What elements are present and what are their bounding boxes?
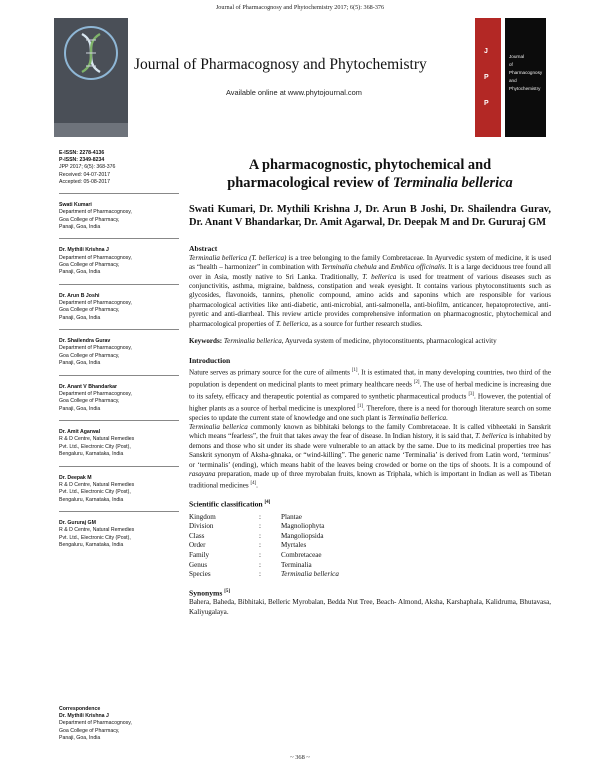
logo-band: [54, 123, 128, 137]
side-text: Journal: [509, 54, 525, 59]
correspondence-line: Goa College of Pharmacy,: [59, 727, 120, 734]
classification: [189, 498, 551, 580]
affiliation: Dr. Anant V Bhandarkar Department of Pharmacognosy, Goa College of Pharmacy, Panaji, Goa, India: [59, 383, 132, 412]
side-text: and: [509, 78, 517, 83]
intro-paragraph: Nature serves as primary source for the cure of ailments [1]. It is estimated that, in many developing countries, two third of the population is dependent on medicinal plants to meet primary healthcare needs [2]. The use of herbal medicine is increasing due to its safety, efficacy and therapeutic potential as compared to synthetic pharmaceutical products [3]. However, the potential of higher plants as a source of herbal medicine is unexplored [1]. Therefore, there is a need for thorough literature search on some species to update the current state of knowledge and one such plant is Terminalia bellerica.: [189, 368, 552, 422]
divider: [59, 284, 179, 285]
introduction: [189, 356, 551, 491]
abstract: [189, 244, 551, 329]
available-online: Available online at www.phytojournal.com: [226, 88, 362, 97]
side-letter: P: [484, 100, 489, 107]
classification-table: [189, 513, 391, 580]
correspondence-heading: Correspondence: [59, 706, 101, 712]
table-row: Class : Mangoliopsida: [189, 531, 324, 540]
correspondence-line: Panaji, Goa, India: [59, 735, 101, 742]
journal-side-label: [505, 18, 546, 137]
side-letter: J: [484, 48, 488, 55]
accepted-date: Accepted: 05-08-2017: [59, 178, 111, 185]
divider: [59, 329, 179, 330]
paper-title: A pharmacognostic, phytochemical and pharmacological review of Terminalia bellerica: [227, 157, 513, 191]
intro-paragraph: Terminalia bellerica commonly known as bibhitaki belongs to the family Combretaceae. It is called vibheetaki in Sanskrit which means “fearless”, the fruit that takes away the fear of disease. In Indian history, it is said that, T. bellerica is inhabited by demons and those who sit under its shade were vulnerable to an attack by the same. Due to its medicinal properties tree has Sanskrit synonym of Aksha-ghnaka, or “wind-killing”. The generic name ‘Terminalia’ is derived from Latin word, ‘terminus’ or ‘terminalis’ (ending), which means habit of the leaves being crowded or borne on the tips of shoots. It is a compound of rasayana preparation, made up of three myrobalan fruits, known as Triphala, which is important in Indian as well as Tibetan traditional medicines [4].: [189, 422, 551, 490]
affiliation: Swati Kumari Department of Pharmacognosy, Goa College of Pharmacy, Panaji, Goa, India: [59, 202, 132, 231]
synonyms-heading: Synonyms [5]: [189, 588, 231, 598]
journal-title: Journal of Pharmacognosy and Phytochemistry: [134, 56, 427, 73]
correspondence-line: Department of Pharmacognosy,: [59, 720, 132, 727]
side-text: Pharmacognosy: [509, 70, 543, 75]
divider: [59, 420, 179, 421]
synonyms: [189, 587, 551, 617]
table-row: Species : Terminalia bellerica: [189, 570, 339, 579]
received-date: Received: 04-07-2017: [59, 171, 111, 178]
pissn: P-ISSN: 2349-8234: [59, 157, 105, 164]
correspondence-name: Dr. Mythili Krishna J: [59, 713, 109, 720]
dna-leaf-icon: [62, 24, 120, 82]
classification-heading: Scientific classification [4]: [189, 499, 271, 509]
table-row: Family : Combretaceae: [189, 551, 322, 560]
article-main: [189, 150, 551, 617]
side-text: Phytochemistry: [509, 86, 541, 91]
affiliation: Dr. Mythili Krishna J Department of Pharmacognosy, Goa College of Pharmacy, Panaji, Goa, India: [59, 247, 132, 276]
affiliation: Dr. Deepak M R & D Centre, Natural Remedies Pvt. Ltd., Electronic City (Post), Bengaluru, Karnataka, India: [59, 474, 135, 503]
divider: [59, 375, 179, 376]
divider: [59, 238, 179, 239]
correspondence: [59, 706, 179, 743]
abstract-heading: Abstract: [189, 243, 218, 253]
divider: [59, 466, 179, 467]
affiliation: Dr. Shailendra Gurav Department of Pharmacognosy, Goa College of Pharmacy, Panaji, Goa, India: [59, 338, 132, 367]
affiliation: Dr. Amit Agarwal R & D Centre, Natural Remedies Pvt. Ltd., Electronic City (Post), Bengaluru, Karnataka, India: [59, 429, 135, 458]
table-row: Genus : Terminalia: [189, 560, 312, 569]
author-list: Swati Kumari, Dr. Mythili Krishna J, Dr. Arun B Joshi, Dr. Shailendra Gurav, Dr. Anant V Bhandarkar, Dr. Amit Agarwal, Dr. Deepak M and Dr. Gururaj GM: [189, 204, 551, 229]
table-row: Division : Magnoliophyta: [189, 522, 325, 531]
divider: [59, 511, 179, 512]
table-row: Order : Myrtales: [189, 541, 307, 550]
journal-logo: [54, 18, 128, 137]
affiliation: Dr. Arun B Joshi Department of Pharmacognosy, Goa College of Pharmacy, Panaji, Goa, India: [59, 292, 132, 321]
jpp-side-badge: [475, 18, 501, 137]
side-letter: P: [484, 74, 489, 81]
divider: [59, 193, 179, 194]
synonyms-text: Bahera, Baheda, Bibhitaki, Belleric Myrobalan, Bedda Nut Tree, Beach- Almond, Aksha, Karshaphala, Kalidruma, Bhutavasa, Kaliyugalaya.: [189, 598, 551, 616]
page-number: ~ 368 ~: [290, 754, 310, 761]
journal-banner: [54, 16, 546, 139]
keywords: Keywords: Terminalia bellerica, Ayurveda system of medicine, phytoconstituents, pharmacological activity: [189, 337, 497, 346]
side-text: of: [509, 62, 513, 67]
abstract-text: Terminalia bellerica (T. bellerica) is a tree belonging to the family Combretaceae. In Ayurvedic system of medicine, it is used as “health – harmonizer” in combination with Terminalia chebula and Emblica officinalis. It is a large deciduous tree found all over in Asia, mostly native to Sri Lanka. Traditionally, T. bellerica is used for treatment of various diseases such as conjunctivitis, asthma, migraine, baldness, constipation and weak eyesight. It contains various phytoconstituents such as glycosides, flavonoids, tannins, phenolic compound, amino acids and saponins which are responsible for various pharmacological activities like anti-diabetic, anti-microbial, anti-salmonella, anti-biofilm, anticancer, hepatoprotective, anti-pyretic and anti-diarrheal. This review article provides comprehensive information on pharmacognostic, phytochemical and pharmacological properties of T. bellerica, as a source for further research studies.: [189, 253, 552, 328]
jpp-volume: JPP 2017; 6(5): 368-376: [59, 164, 116, 171]
left-sidebar: [59, 150, 179, 549]
table-row: Kingdom : Plantae: [189, 512, 302, 521]
affiliation: Dr. Gururaj GM R & D Centre, Natural Remedies Pvt. Ltd., Electronic City (Post), Bengaluru, Karnataka, India: [59, 519, 135, 548]
running-head: Journal of Pharmacognosy and Phytochemistry 2017; 6(5): 368-376: [215, 4, 385, 11]
eissn: E-ISSN: 2278-4136: [59, 150, 105, 156]
introduction-heading: Introduction: [189, 356, 231, 366]
